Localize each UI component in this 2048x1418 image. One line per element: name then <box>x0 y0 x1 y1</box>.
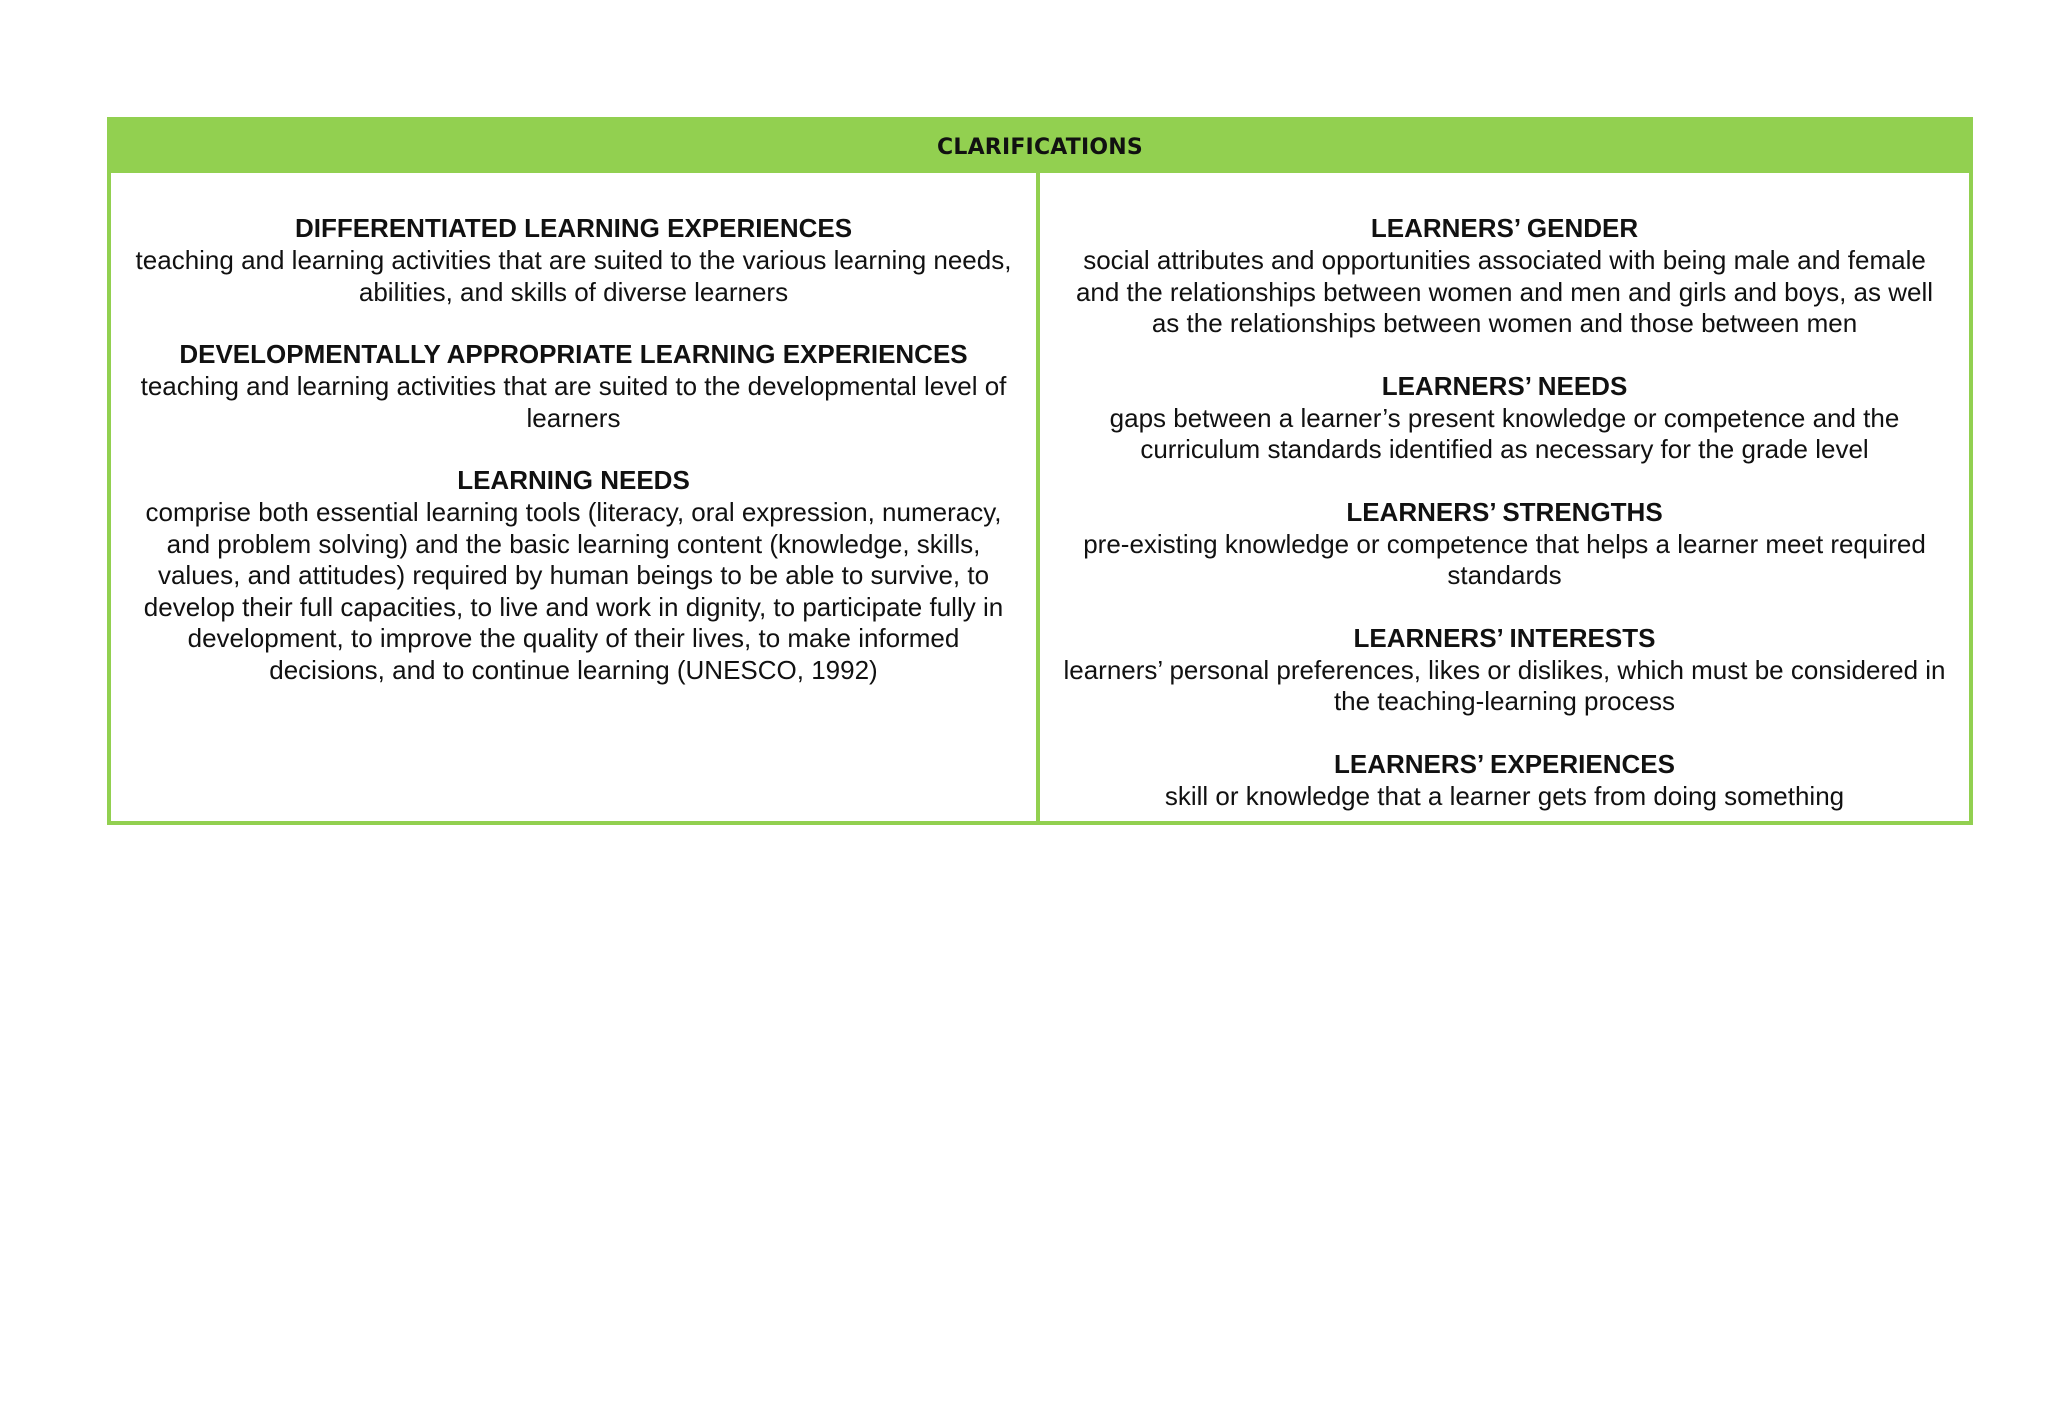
clarifications-table <box>107 117 1973 825</box>
term-title: LEARNERS’ EXPERIENCES <box>1334 748 1675 779</box>
term-differentiated-learning-experiences <box>121 211 1026 308</box>
term-definition: social attributes and opportunities associated with being male and female and the relationships between women and men and girls and boys, as well as the relationships between women and those between men <box>1075 245 1934 338</box>
term-learning-needs <box>121 463 1026 686</box>
term-developmentally-appropriate-learning-experiences <box>121 337 1026 434</box>
term-definition: gaps between a learner’s present knowledge or competence and the curriculum standards identified as necessary for the grade level <box>1109 402 1900 464</box>
term-learners-needs <box>1050 369 1959 466</box>
term-definition: comprise both essential learning tools (literacy, oral expression, numeracy, and problem solving) and the basic learning content (knowledge, skills, values, and attitudes) required by human beings to be able to survive, to develop their full capacities, to live and work in dignity, to participate fully in development, to improve the quality of their lives, to make informed decisions, and to continue learning (UNESCO, 1992) <box>143 497 1004 685</box>
term-learners-gender <box>1050 211 1959 340</box>
term-learners-experiences <box>1050 747 1959 813</box>
term-title: LEARNING NEEDS <box>457 465 690 495</box>
term-title: LEARNERS’ INTERESTS <box>1353 622 1656 653</box>
left-column <box>111 173 1040 821</box>
term-learners-interests <box>1050 621 1959 718</box>
term-definition: teaching and learning activities that are suited to the various learning needs, abilities, and skills of diverse learners <box>135 245 1012 307</box>
term-definition: skill or knowledge that a learner gets from doing something <box>1164 780 1845 811</box>
term-definition: pre-existing knowledge or competence that helps a learner meet required standards <box>1083 528 1926 590</box>
table-header: CLARIFICATIONS <box>111 121 1969 173</box>
term-definition: teaching and learning activities that are suited to the developmental level of learners <box>140 371 1007 433</box>
term-title: DIFFERENTIATED LEARNING EXPERIENCES <box>294 213 853 243</box>
table-body <box>111 173 1969 821</box>
term-learners-strengths <box>1050 495 1959 592</box>
term-title: LEARNERS’ NEEDS <box>1381 370 1628 401</box>
term-title: LEARNERS’ STRENGTHS <box>1346 496 1663 527</box>
right-column <box>1040 173 1969 821</box>
term-title: LEARNERS’ GENDER <box>1370 213 1639 243</box>
term-definition: learners’ personal preferences, likes or dislikes, which must be considered in the teaching-learning process <box>1063 654 1946 716</box>
term-title: DEVELOPMENTALLY APPROPRIATE LEARNING EXPERIENCES <box>179 339 968 369</box>
